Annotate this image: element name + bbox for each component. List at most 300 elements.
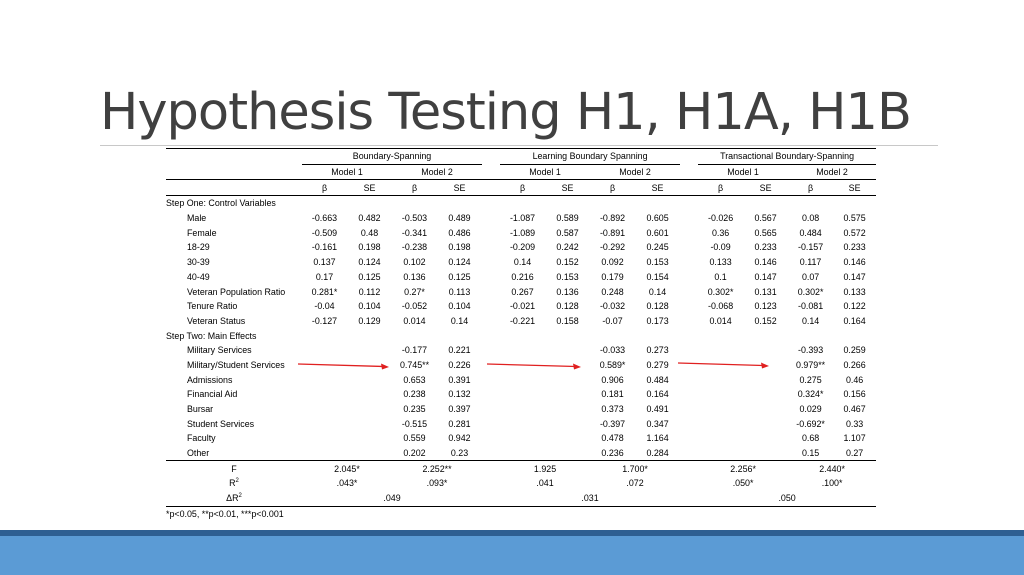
regression-table-container bbox=[166, 148, 866, 521]
se-cell: 0.112 bbox=[358, 286, 381, 297]
se-cell: 0.133 bbox=[843, 286, 866, 297]
se-cell: 0.601 bbox=[646, 227, 669, 238]
beta-cell bbox=[698, 416, 743, 431]
group-gap bbox=[482, 314, 500, 329]
delta-r2-value: .050 bbox=[698, 491, 876, 506]
beta-cell: 0.559 bbox=[403, 433, 426, 444]
r2-value: .041 bbox=[536, 478, 554, 489]
se-header: SE bbox=[635, 180, 680, 196]
se-cell bbox=[545, 387, 590, 402]
se-cell: 0.131 bbox=[754, 286, 777, 297]
row-label: Faculty bbox=[187, 433, 216, 444]
r2-row bbox=[166, 476, 876, 491]
beta-cell: 0.117 bbox=[799, 257, 822, 268]
group-gap bbox=[482, 431, 500, 446]
beta-cell: -0.04 bbox=[314, 301, 335, 312]
table-row bbox=[166, 255, 876, 270]
group-gap bbox=[680, 225, 698, 240]
beta-cell: 0.302* bbox=[797, 286, 824, 297]
beta-cell bbox=[698, 446, 743, 461]
beta-cell: 0.216 bbox=[511, 271, 534, 282]
group-gap bbox=[482, 416, 500, 431]
control-variables-body bbox=[166, 211, 876, 329]
se-cell: 0.128 bbox=[646, 301, 669, 312]
se-cell bbox=[743, 372, 788, 387]
se-cell: 0.104 bbox=[448, 301, 471, 312]
beta-cell bbox=[302, 387, 347, 402]
table-row bbox=[166, 299, 876, 314]
se-cell: 0.156 bbox=[843, 389, 866, 400]
f-label: F bbox=[166, 461, 302, 476]
note-row bbox=[166, 506, 876, 521]
beta-cell: 0.484 bbox=[799, 227, 822, 238]
beta-cell: -0.09 bbox=[710, 242, 731, 253]
se-header: SE bbox=[437, 180, 482, 196]
se-cell: 0.154 bbox=[646, 271, 669, 282]
beta-cell: 0.014 bbox=[403, 315, 426, 326]
beta-header: β bbox=[698, 180, 743, 196]
arrow-shaft bbox=[678, 363, 764, 366]
group-gap bbox=[680, 211, 698, 226]
se-cell bbox=[347, 446, 392, 461]
se-cell: 0.158 bbox=[556, 315, 579, 326]
group-gap bbox=[482, 387, 500, 402]
beta-cell: 0.589* bbox=[599, 359, 626, 370]
se-cell: 0.23 bbox=[450, 448, 469, 459]
beta-cell: -0.341 bbox=[401, 227, 428, 238]
delta-r2-label: $\Delta R^2$ bbox=[166, 491, 302, 506]
group-gap bbox=[680, 387, 698, 402]
title-divider bbox=[100, 145, 938, 146]
se-cell: 0.122 bbox=[843, 301, 866, 312]
row-label: Female bbox=[187, 227, 217, 238]
row-label: Other bbox=[187, 448, 210, 459]
beta-cell: 0.14 bbox=[513, 257, 532, 268]
table-row bbox=[166, 284, 876, 299]
r2-value: .050* bbox=[732, 478, 754, 489]
group-gap bbox=[680, 284, 698, 299]
beta-cell: 0.653 bbox=[403, 374, 426, 385]
se-cell: 0.146 bbox=[843, 257, 866, 268]
se-cell: 1.107 bbox=[843, 433, 866, 444]
row-label: Tenure Ratio bbox=[187, 301, 238, 312]
group-gap bbox=[482, 299, 500, 314]
row-label: 18-29 bbox=[187, 242, 210, 253]
se-cell bbox=[545, 402, 590, 417]
table-row bbox=[166, 416, 876, 431]
beta-cell bbox=[302, 431, 347, 446]
group-gap bbox=[482, 255, 500, 270]
se-cell bbox=[545, 431, 590, 446]
se-cell bbox=[545, 446, 590, 461]
beta-cell: -0.393 bbox=[797, 345, 824, 356]
group-gap bbox=[680, 240, 698, 255]
arrow-shaft bbox=[298, 364, 384, 367]
beta-cell: -0.892 bbox=[599, 213, 626, 224]
beta-cell: 0.179 bbox=[601, 271, 624, 282]
r2-label: $R^2$ bbox=[229, 478, 239, 489]
se-cell bbox=[347, 372, 392, 387]
group-gap bbox=[482, 343, 500, 358]
se-cell: 0.129 bbox=[358, 315, 381, 326]
beta-cell: 0.281* bbox=[311, 286, 338, 297]
se-cell: 0.233 bbox=[843, 242, 866, 253]
se-cell: 0.153 bbox=[556, 271, 579, 282]
beta-cell bbox=[302, 343, 347, 358]
group-gap bbox=[680, 270, 698, 285]
table-row bbox=[166, 240, 876, 255]
group-gap bbox=[680, 431, 698, 446]
beta-cell: 0.478 bbox=[601, 433, 624, 444]
se-cell: 0.164 bbox=[843, 315, 866, 326]
table-row bbox=[166, 402, 876, 417]
se-cell bbox=[347, 343, 392, 358]
beta-cell: 0.745** bbox=[399, 359, 430, 370]
se-cell: 0.147 bbox=[754, 271, 777, 282]
se-cell: 0.113 bbox=[448, 286, 471, 297]
se-cell: 0.125 bbox=[358, 271, 381, 282]
group-gap bbox=[680, 314, 698, 329]
group-gap bbox=[482, 240, 500, 255]
se-cell: 0.242 bbox=[556, 242, 579, 253]
group-gap bbox=[482, 270, 500, 285]
se-cell: 0.124 bbox=[358, 257, 381, 268]
table-row bbox=[166, 387, 876, 402]
se-cell: 0.266 bbox=[843, 359, 866, 370]
f-value: 2.252** bbox=[392, 461, 482, 476]
se-cell: 0.587 bbox=[556, 227, 579, 238]
se-header: SE bbox=[743, 180, 788, 196]
beta-cell: -0.032 bbox=[599, 301, 626, 312]
table-row bbox=[166, 343, 876, 358]
se-cell: 0.391 bbox=[448, 374, 471, 385]
se-cell: 0.273 bbox=[646, 345, 669, 356]
beta-cell: 0.248 bbox=[601, 286, 624, 297]
se-cell bbox=[347, 416, 392, 431]
group-gap bbox=[680, 372, 698, 387]
beta-cell: -0.692* bbox=[796, 418, 825, 429]
beta-cell: -0.021 bbox=[509, 301, 536, 312]
beta-cell: 0.36 bbox=[711, 227, 730, 238]
arrow-head bbox=[573, 364, 581, 370]
se-cell: 0.567 bbox=[754, 213, 777, 224]
beta-cell: -0.157 bbox=[797, 242, 824, 253]
beta-cell bbox=[302, 402, 347, 417]
f-value: 2.045* bbox=[302, 461, 392, 476]
beta-cell: 0.979** bbox=[796, 359, 826, 370]
model-header: Model 1 bbox=[698, 164, 788, 180]
row-label: Male bbox=[187, 213, 207, 224]
beta-cell: -0.177 bbox=[401, 345, 428, 356]
beta-cell: 0.014 bbox=[709, 315, 732, 326]
se-cell: 0.575 bbox=[843, 213, 866, 224]
table-row bbox=[166, 225, 876, 240]
se-cell: 0.198 bbox=[448, 242, 471, 253]
se-cell: 1.164 bbox=[646, 433, 669, 444]
group-gap bbox=[482, 225, 500, 240]
beta-cell bbox=[500, 416, 545, 431]
r2-value: .093* bbox=[426, 478, 448, 489]
se-cell: 0.14 bbox=[450, 315, 469, 326]
beta-cell: 0.202 bbox=[403, 448, 426, 459]
beta-cell bbox=[500, 446, 545, 461]
beta-cell: 0.17 bbox=[315, 271, 334, 282]
table-row bbox=[166, 446, 876, 461]
model-header: Model 2 bbox=[590, 164, 680, 180]
group-gap bbox=[482, 402, 500, 417]
beta-cell: 0.08 bbox=[801, 213, 820, 224]
se-cell: 0.27 bbox=[845, 448, 864, 459]
beta-cell: -0.161 bbox=[311, 242, 338, 253]
beta-cell: -0.397 bbox=[599, 418, 626, 429]
se-cell: 0.14 bbox=[648, 286, 667, 297]
se-cell: 0.147 bbox=[843, 271, 866, 282]
beta-cell: -0.292 bbox=[599, 242, 626, 253]
arrow-shaft bbox=[487, 364, 576, 367]
table-row bbox=[166, 314, 876, 329]
beta-cell: -0.068 bbox=[707, 301, 734, 312]
beta-cell: 0.137 bbox=[313, 257, 336, 268]
beta-cell: 0.238 bbox=[403, 389, 426, 400]
beta-cell: -0.238 bbox=[401, 242, 428, 253]
se-cell: 0.467 bbox=[843, 404, 866, 415]
beta-header: β bbox=[500, 180, 545, 196]
group-gap bbox=[482, 211, 500, 226]
r2-value: .100* bbox=[821, 478, 843, 489]
arrow-icon bbox=[298, 360, 390, 372]
delta-r2-value: .031 bbox=[500, 491, 680, 506]
coef-header-row bbox=[166, 180, 876, 196]
table-row bbox=[166, 270, 876, 285]
se-header: SE bbox=[545, 180, 590, 196]
se-header: SE bbox=[347, 180, 392, 196]
se-cell bbox=[347, 431, 392, 446]
section-label: Step Two: Main Effects bbox=[166, 330, 257, 341]
beta-header: β bbox=[590, 180, 635, 196]
se-cell: 0.245 bbox=[646, 242, 669, 253]
se-cell: 0.397 bbox=[448, 404, 471, 415]
se-cell bbox=[347, 387, 392, 402]
group-header: Transactional Boundary-Spanning bbox=[698, 149, 876, 165]
beta-cell: -0.127 bbox=[311, 315, 338, 326]
beta-cell: 0.133 bbox=[709, 257, 732, 268]
beta-cell: -0.503 bbox=[401, 213, 428, 224]
beta-cell: 0.267 bbox=[511, 286, 534, 297]
slide-title: Hypothesis Testing H1, H1A, H1B bbox=[100, 83, 911, 142]
beta-cell bbox=[698, 372, 743, 387]
table-row bbox=[166, 431, 876, 446]
se-cell: 0.153 bbox=[646, 257, 669, 268]
arrow-icon bbox=[487, 360, 582, 372]
group-gap bbox=[680, 402, 698, 417]
se-cell: 0.136 bbox=[556, 286, 579, 297]
beta-cell: 0.14 bbox=[801, 315, 820, 326]
beta-cell bbox=[500, 431, 545, 446]
se-cell bbox=[743, 387, 788, 402]
se-cell: 0.146 bbox=[754, 257, 777, 268]
se-cell: 0.226 bbox=[448, 359, 471, 370]
se-cell: 0.233 bbox=[754, 242, 777, 253]
row-label: Veteran Status bbox=[187, 315, 246, 326]
beta-cell bbox=[500, 343, 545, 358]
row-label: Financial Aid bbox=[187, 389, 238, 400]
group-gap bbox=[680, 446, 698, 461]
beta-cell bbox=[302, 372, 347, 387]
beta-cell: 0.092 bbox=[601, 257, 624, 268]
beta-cell bbox=[698, 343, 743, 358]
se-cell: 0.284 bbox=[646, 448, 669, 459]
beta-cell: -0.033 bbox=[599, 345, 626, 356]
group-gap bbox=[680, 255, 698, 270]
se-cell: 0.152 bbox=[754, 315, 777, 326]
se-cell bbox=[545, 372, 590, 387]
footer-band bbox=[0, 530, 1024, 575]
group-header: Boundary-Spanning bbox=[302, 149, 482, 165]
beta-cell bbox=[698, 431, 743, 446]
se-cell: 0.482 bbox=[358, 213, 381, 224]
beta-cell: -0.891 bbox=[599, 227, 626, 238]
group-gap bbox=[482, 284, 500, 299]
section-row bbox=[166, 196, 876, 211]
r2-value: .072 bbox=[626, 478, 644, 489]
se-cell: 0.164 bbox=[646, 389, 669, 400]
group-gap bbox=[680, 343, 698, 358]
beta-cell: 0.373 bbox=[601, 404, 624, 415]
beta-cell: 0.906 bbox=[601, 374, 624, 385]
beta-cell bbox=[698, 402, 743, 417]
beta-cell: -0.052 bbox=[401, 301, 428, 312]
se-cell: 0.152 bbox=[556, 257, 579, 268]
beta-cell: 0.302* bbox=[707, 286, 734, 297]
row-label: 30-39 bbox=[187, 257, 210, 268]
beta-cell: -0.509 bbox=[311, 227, 338, 238]
beta-cell: 0.15 bbox=[801, 448, 820, 459]
beta-cell bbox=[698, 387, 743, 402]
se-header: SE bbox=[833, 180, 876, 196]
arrow-icon bbox=[678, 359, 770, 371]
beta-cell: 0.324* bbox=[797, 389, 824, 400]
se-cell: 0.486 bbox=[448, 227, 471, 238]
arrow-head bbox=[761, 363, 769, 369]
se-cell bbox=[743, 431, 788, 446]
se-cell: 0.347 bbox=[646, 418, 669, 429]
beta-cell: -0.663 bbox=[311, 213, 338, 224]
model-header: Model 1 bbox=[302, 164, 392, 180]
beta-cell: 0.236 bbox=[601, 448, 624, 459]
beta-cell bbox=[302, 416, 347, 431]
se-cell: 0.605 bbox=[646, 213, 669, 224]
beta-cell bbox=[500, 372, 545, 387]
group-gap bbox=[482, 372, 500, 387]
se-cell bbox=[743, 446, 788, 461]
row-label: 40-49 bbox=[187, 271, 210, 282]
beta-cell: -0.07 bbox=[602, 315, 623, 326]
model-header: Model 2 bbox=[392, 164, 482, 180]
beta-header: β bbox=[392, 180, 437, 196]
se-cell: 0.221 bbox=[448, 345, 471, 356]
section-label: Step One: Control Variables bbox=[166, 198, 276, 209]
r2-value: .043* bbox=[336, 478, 358, 489]
significance-note: *p<0.05, **p<0.01, ***p<0.001 bbox=[166, 508, 284, 519]
beta-cell: -0.515 bbox=[401, 418, 428, 429]
se-cell bbox=[743, 343, 788, 358]
section-row bbox=[166, 328, 876, 343]
se-cell: 0.173 bbox=[646, 315, 669, 326]
table-row bbox=[166, 372, 876, 387]
beta-cell bbox=[500, 387, 545, 402]
row-label: Student Services bbox=[187, 418, 255, 429]
beta-cell: 0.181 bbox=[601, 389, 624, 400]
beta-cell: 0.136 bbox=[403, 271, 426, 282]
group-header: Learning Boundary Spanning bbox=[500, 149, 680, 165]
se-cell: 0.124 bbox=[448, 257, 471, 268]
se-cell bbox=[545, 416, 590, 431]
regression-table bbox=[166, 148, 876, 521]
se-cell: 0.281 bbox=[448, 418, 471, 429]
se-cell: 0.33 bbox=[845, 418, 864, 429]
delta-r2-row bbox=[166, 491, 876, 506]
se-cell: 0.46 bbox=[845, 374, 864, 385]
group-gap bbox=[482, 446, 500, 461]
beta-header: β bbox=[788, 180, 833, 196]
row-label: Bursar bbox=[187, 404, 214, 415]
se-cell: 0.128 bbox=[556, 301, 579, 312]
arrow-head bbox=[381, 364, 389, 370]
se-cell: 0.48 bbox=[360, 227, 379, 238]
se-cell bbox=[347, 402, 392, 417]
se-cell: 0.565 bbox=[754, 227, 777, 238]
se-cell: 0.123 bbox=[754, 301, 777, 312]
f-row bbox=[166, 461, 876, 476]
beta-cell: 0.235 bbox=[403, 404, 426, 415]
group-header-row bbox=[166, 149, 876, 165]
row-label: Admissions bbox=[187, 374, 233, 385]
se-cell bbox=[743, 416, 788, 431]
f-value: 1.925 bbox=[500, 461, 590, 476]
beta-cell: -0.081 bbox=[797, 301, 824, 312]
se-cell: 0.484 bbox=[646, 374, 669, 385]
se-cell bbox=[545, 343, 590, 358]
beta-cell: 0.029 bbox=[799, 404, 822, 415]
se-cell: 0.279 bbox=[646, 359, 669, 370]
footer-stripe bbox=[0, 530, 1024, 536]
f-value: 2.440* bbox=[788, 461, 876, 476]
f-value: 2.256* bbox=[698, 461, 788, 476]
row-label: Military Services bbox=[187, 345, 252, 356]
se-cell: 0.198 bbox=[358, 242, 381, 253]
row-label: Military/Student Services bbox=[187, 359, 285, 370]
beta-cell: -0.209 bbox=[509, 242, 536, 253]
se-cell: 0.491 bbox=[646, 404, 669, 415]
se-cell: 0.125 bbox=[448, 271, 471, 282]
beta-cell bbox=[302, 446, 347, 461]
beta-cell bbox=[500, 402, 545, 417]
group-gap bbox=[680, 299, 698, 314]
beta-cell: -0.026 bbox=[707, 213, 734, 224]
se-cell: 0.259 bbox=[843, 345, 866, 356]
se-cell: 0.489 bbox=[448, 213, 471, 224]
se-cell bbox=[743, 402, 788, 417]
beta-cell: 0.275 bbox=[799, 374, 822, 385]
row-label: Veteran Population Ratio bbox=[187, 286, 286, 297]
f-value: 1.700* bbox=[590, 461, 680, 476]
se-cell: 0.589 bbox=[556, 213, 579, 224]
model-header-row bbox=[166, 164, 876, 180]
beta-header: β bbox=[302, 180, 347, 196]
beta-cell: 0.1 bbox=[714, 271, 727, 282]
se-cell: 0.132 bbox=[448, 389, 471, 400]
table-row bbox=[166, 211, 876, 226]
